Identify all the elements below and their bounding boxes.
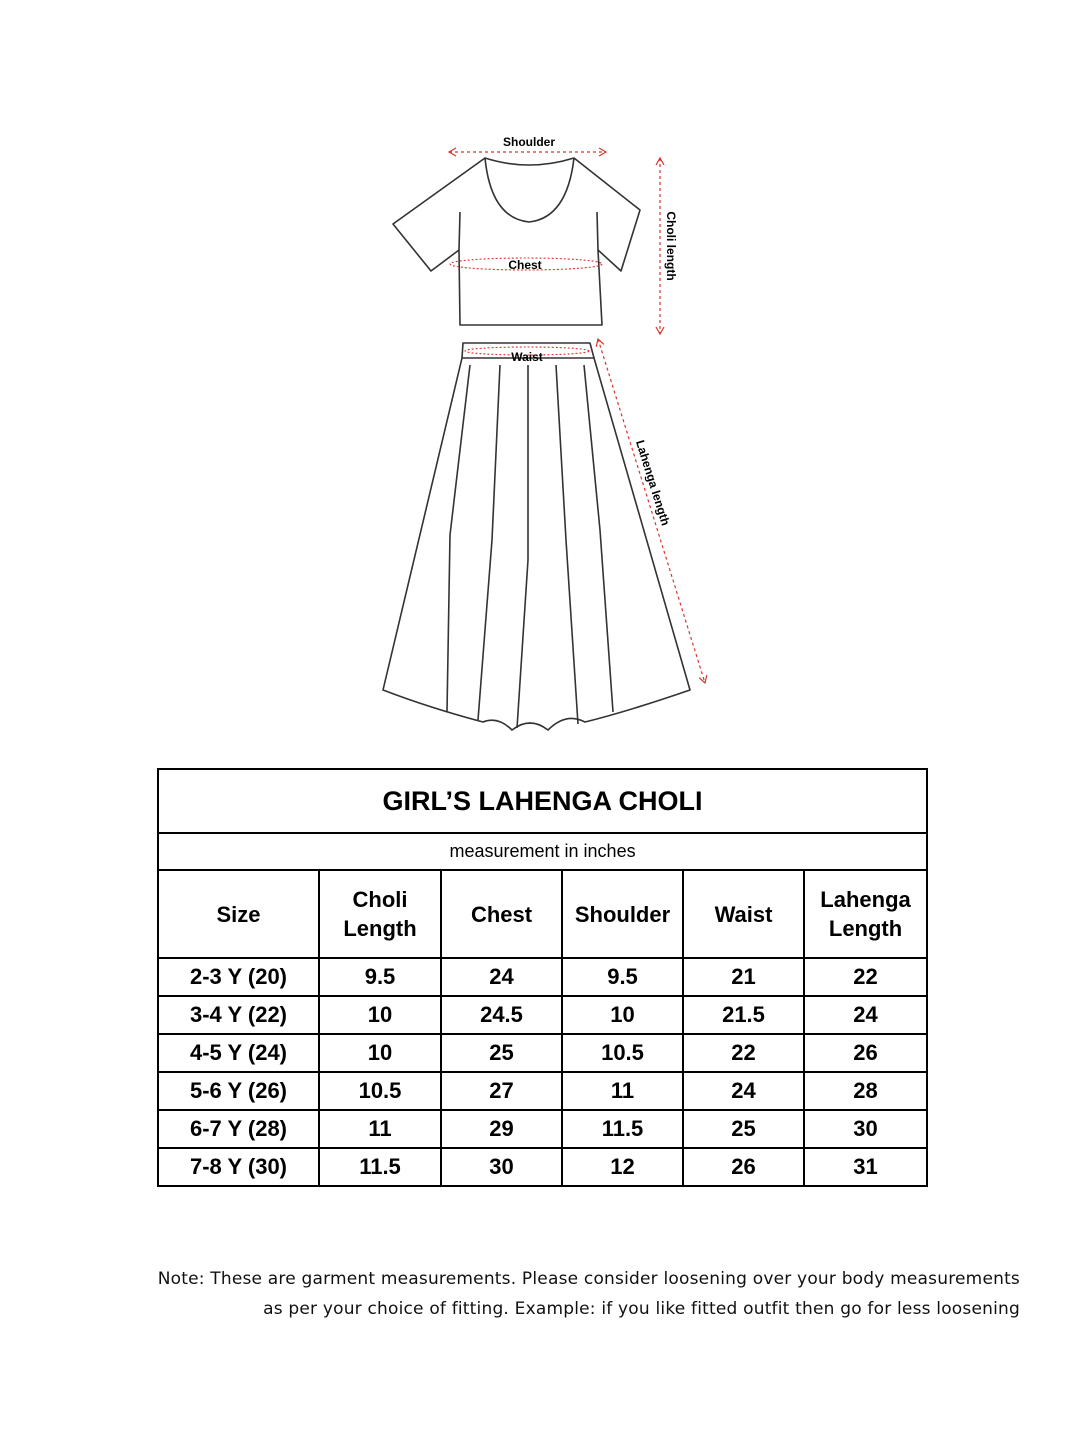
size-chart-table xyxy=(157,768,928,1187)
table-cell: 28 xyxy=(804,1072,927,1110)
table-title: GIRL’S LAHENGA CHOLI xyxy=(158,769,927,833)
table-row xyxy=(158,958,927,996)
column-header: Choli Length xyxy=(319,870,441,958)
table-cell: 22 xyxy=(804,958,927,996)
lahenga-length-arrow xyxy=(598,339,705,683)
table-cell: 3-4 Y (22) xyxy=(158,996,319,1034)
table-cell: 10.5 xyxy=(319,1072,441,1110)
table-cell: 2-3 Y (20) xyxy=(158,958,319,996)
table-cell: 24 xyxy=(804,996,927,1034)
table-cell: 11.5 xyxy=(562,1110,683,1148)
table-cell: 11 xyxy=(319,1110,441,1148)
table-cell: 12 xyxy=(562,1148,683,1186)
column-header: Lahenga Length xyxy=(804,870,927,958)
table-cell: 29 xyxy=(441,1110,562,1148)
table-cell: 21.5 xyxy=(683,996,804,1034)
table-cell: 5-6 Y (26) xyxy=(158,1072,319,1110)
table-cell: 10.5 xyxy=(562,1034,683,1072)
table-row xyxy=(158,1148,927,1186)
table-row xyxy=(158,1072,927,1110)
shoulder-label: Shoulder xyxy=(502,135,556,149)
table-cell: 10 xyxy=(319,1034,441,1072)
waist-label: Waist xyxy=(511,350,543,364)
table-cell: 24.5 xyxy=(441,996,562,1034)
table-cell: 22 xyxy=(683,1034,804,1072)
table-cell: 30 xyxy=(441,1148,562,1186)
lahenga-length-label: Lahenga length xyxy=(632,438,673,528)
table-cell: 10 xyxy=(562,996,683,1034)
table-cell: 25 xyxy=(683,1110,804,1148)
table-subtitle: measurement in inches xyxy=(158,833,927,870)
column-header: Waist xyxy=(683,870,804,958)
chest-label: Chest xyxy=(508,258,542,272)
table-cell: 7-8 Y (30) xyxy=(158,1148,319,1186)
table-row xyxy=(158,1034,927,1072)
footnote xyxy=(40,1264,1020,1324)
lahenga-outline xyxy=(383,343,690,730)
table-cell: 24 xyxy=(683,1072,804,1110)
table-cell: 24 xyxy=(441,958,562,996)
table-cell: 30 xyxy=(804,1110,927,1148)
column-header: Shoulder xyxy=(562,870,683,958)
table-cell: 9.5 xyxy=(562,958,683,996)
table-cell: 11 xyxy=(562,1072,683,1110)
table-row xyxy=(158,1110,927,1148)
table-cell: 25 xyxy=(441,1034,562,1072)
table-row xyxy=(158,996,927,1034)
footnote-line-1: Note: These are garment measurements. Please consider loosening over your body measurements xyxy=(157,1269,1020,1289)
table-cell: 26 xyxy=(804,1034,927,1072)
table-cell: 31 xyxy=(804,1148,927,1186)
choli-outline xyxy=(393,158,640,325)
table-cell: 11.5 xyxy=(319,1148,441,1186)
column-header: Chest xyxy=(441,870,562,958)
table-cell: 26 xyxy=(683,1148,804,1186)
table-cell: 6-7 Y (28) xyxy=(158,1110,319,1148)
column-header: Size xyxy=(158,870,319,958)
table-cell: 9.5 xyxy=(319,958,441,996)
header-row xyxy=(158,870,927,958)
footnote-line-2: as per your choice of fitting. Example: if you like fitted outfit then go for less loosening xyxy=(263,1299,1020,1319)
table-cell: 4-5 Y (24) xyxy=(158,1034,319,1072)
table-cell: 10 xyxy=(319,996,441,1034)
table-cell: 21 xyxy=(683,958,804,996)
table-cell: 27 xyxy=(441,1072,562,1110)
choli-length-label: Choli length xyxy=(664,211,678,281)
